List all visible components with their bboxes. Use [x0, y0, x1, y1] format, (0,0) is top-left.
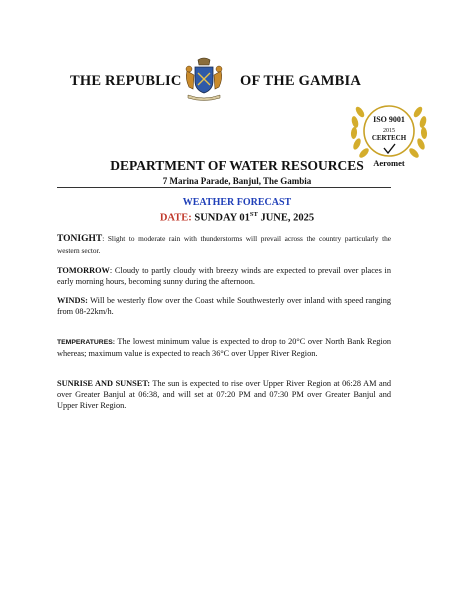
winds-text: Will be westerly flow over the Coast while Southwesterly over inland with speed ranging from 08-22km/h.: [57, 296, 391, 316]
department-address: 7 Marina Parade, Banjul, The Gambia: [162, 176, 312, 186]
date-label: DATE:: [159, 212, 192, 224]
header-right-title: OF THE GAMBIA: [240, 73, 362, 89]
sunrise-sunset-text: The sun is expected to rise over Upper River Region at 06:28 AM and over Greater Banjul at 06:38, and will set at 07:20 PM and 07:30 PM over Greater Banjul and Upper River Region.: [57, 379, 391, 410]
sunrise-sunset-section: [57, 378, 391, 411]
winds-section: [57, 295, 391, 317]
date-day: SUNDAY 01: [191, 212, 250, 224]
tomorrow-text: : Cloudy to partly cloudy with breezy winds are expected to prevail over places in early morning hours, becoming sunny during the afternoon.: [57, 266, 391, 286]
tonight-label: TONIGHT: [57, 234, 103, 244]
date-month-year: JUNE, 2025: [257, 212, 315, 224]
header-divider: [57, 187, 391, 188]
iso-line1: ISO 9001: [373, 115, 405, 124]
tomorrow-section: [57, 265, 391, 287]
temperatures-text: The lowest minimum value is expected to drop to 20°C over North Bank Region whereas; maximum value is expected to reach 36°C over Upper River Region.: [57, 337, 391, 358]
tonight-section: [57, 233, 391, 256]
date-suffix: ST: [249, 211, 258, 218]
iso-line3: CERTECH: [371, 134, 407, 142]
winds-label: WINDS:: [57, 296, 88, 305]
tomorrow-label: TOMORROW: [57, 266, 110, 275]
temperatures-section: [57, 336, 391, 359]
forecast-heading: WEATHER FORECAST: [182, 197, 292, 208]
aeromet-label: Aeromet: [373, 158, 405, 168]
tonight-text: : Slight to moderate rain with thunderstorms will prevail across the country particularly the western sector.: [57, 234, 391, 255]
temperatures-label: TEMPERATURES:: [57, 339, 116, 346]
department-name: DEPARTMENT OF WATER RESOURCES: [110, 158, 364, 173]
gambia-coat-of-arms-icon: [183, 57, 225, 101]
header-left-title: THE REPUBLIC: [70, 73, 182, 89]
sunrise-sunset-label: SUNRISE AND SUNSET:: [57, 379, 150, 388]
iso-line2: 2015: [383, 128, 395, 134]
forecast-date: [0, 211, 474, 224]
